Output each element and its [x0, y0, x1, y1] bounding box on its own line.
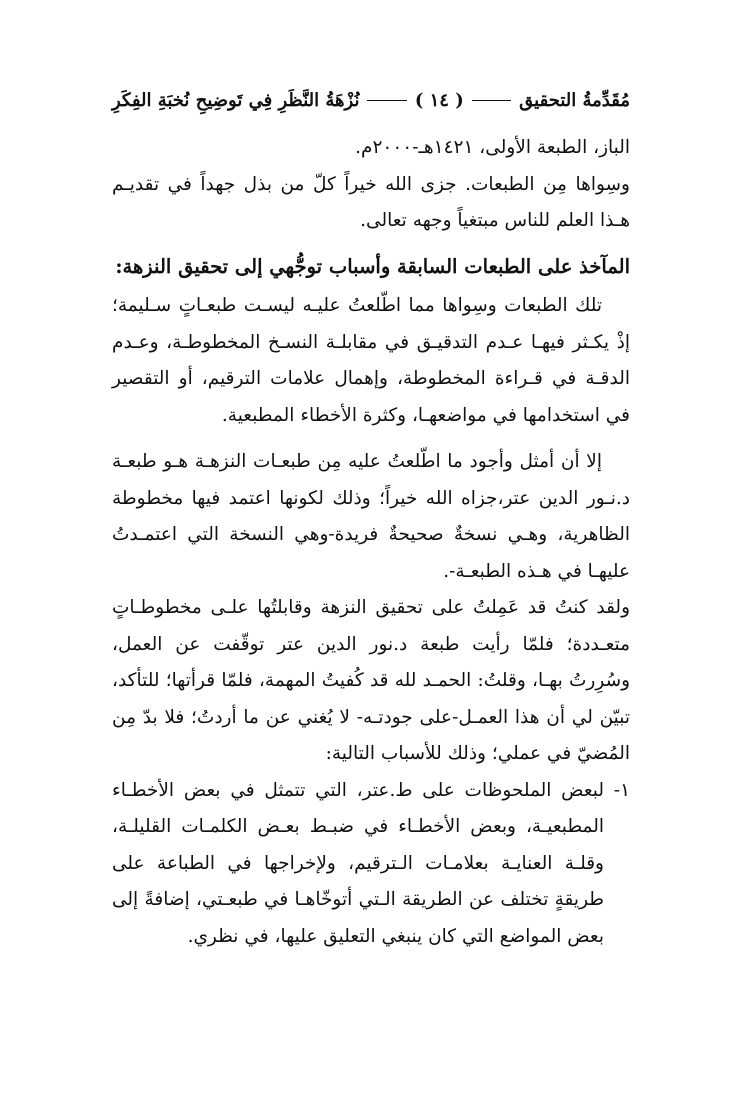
header-rule-left [367, 100, 406, 101]
list-item-text: لبعض الملحوظات على ط.عتر، التي تتمثل في بعض الأخطـاء المطبعيـة، وبعض الأخطـاء في ضبـط بعـض الكلمـات القليلـة، وقلـة العنايـة بعلامـات الـترقيم، ولإخراجها في الطباعة على طريقةٍ تختلف عن الطريقة الـتي أتوخّاهـا في طبعـتي، إضافةً إلى بعض المواضع التي كان ينبغي التعليق عليها، في نظري. [112, 779, 604, 947]
header-section-title: مُقَدِّمةُ التحقيق [519, 89, 630, 111]
running-header [112, 82, 630, 118]
paragraph-editions-thanks: وسِواها مِن الطبعات. جزى الله خيراً كلّ من بذل جهداً في تقديـم هـذا العلم للناس مبتغياً وجهه تعالى. [112, 173, 630, 231]
page-number: ( ١٤ ) [414, 89, 464, 111]
header-rule-right [472, 100, 511, 101]
paragraph-previous-editions: تلك الطبعات وسِواها مما اطّلعتُ عليـه ليسـت طبعـاتٍ سـليمة؛ إذْ يكـثر فيهـا عـدم التدقيـق في مقابلـة النسـخ المخطوطـة، وعـدم الدقـة في قـراءة المخطوطة، وإهمال علامات الترقيم، أو التقصير في استخدامها في مواضعهـا، وكثرة الأخطاء المطبعية. [112, 295, 630, 426]
header-book-title: نُزْهَةُ النَّظَرِ فِي تَوضِيحِ نُخبَةِ الفِكَرِ [112, 89, 360, 111]
paragraph-reasons-intro: ولقد كنتُ قد عَمِلتُ على تحقيق النزهة وقابلتُها علـى مخطوطـاتٍ متعـددة؛ فلمّا رأيت طبعة د.نور الدين عتر توقّفت عن العمل، وسُرِرتُ بهـا، وقلتُ: الحمـد لله قد كُفيتُ المهمة، فلمّا قرأتها؛ للتأكد، تبيّن لي أن هذا العمـل-على جودتـه- لا يُغني عن ما أردتُ؛ فلا بدّ مِن المُضيّ في عملي؛ وذلك للأسباب التالية: [112, 597, 630, 764]
page-body [112, 130, 630, 955]
list-item-number: ١- [613, 779, 630, 801]
list-item [112, 773, 630, 956]
paragraph-best-edition: إلا أن أمثل وأجود ما اطّلعتُ عليه مِن طبعـات النزهـة هـو طبعـة د.نـور الدين عتر،جزاه الله خيراً؛ وذلك لكونها اعتمد فيها مخطوطة الظاهرية، وهـي نسخةٌ صحيحةٌ فريدة-وهي النسخة التي اعتمـدتُ عليهـا في هـذه الطبعـة-. [112, 451, 630, 582]
section-heading: المآخذ على الطبعات السابقة وأسباب توجُّهي إلى تحقيق النزهة: [115, 254, 630, 278]
paragraph-edition-line: الباز، الطبعة الأولى، ١٤٢١هـ-٢٠٠٠م. [355, 137, 630, 158]
